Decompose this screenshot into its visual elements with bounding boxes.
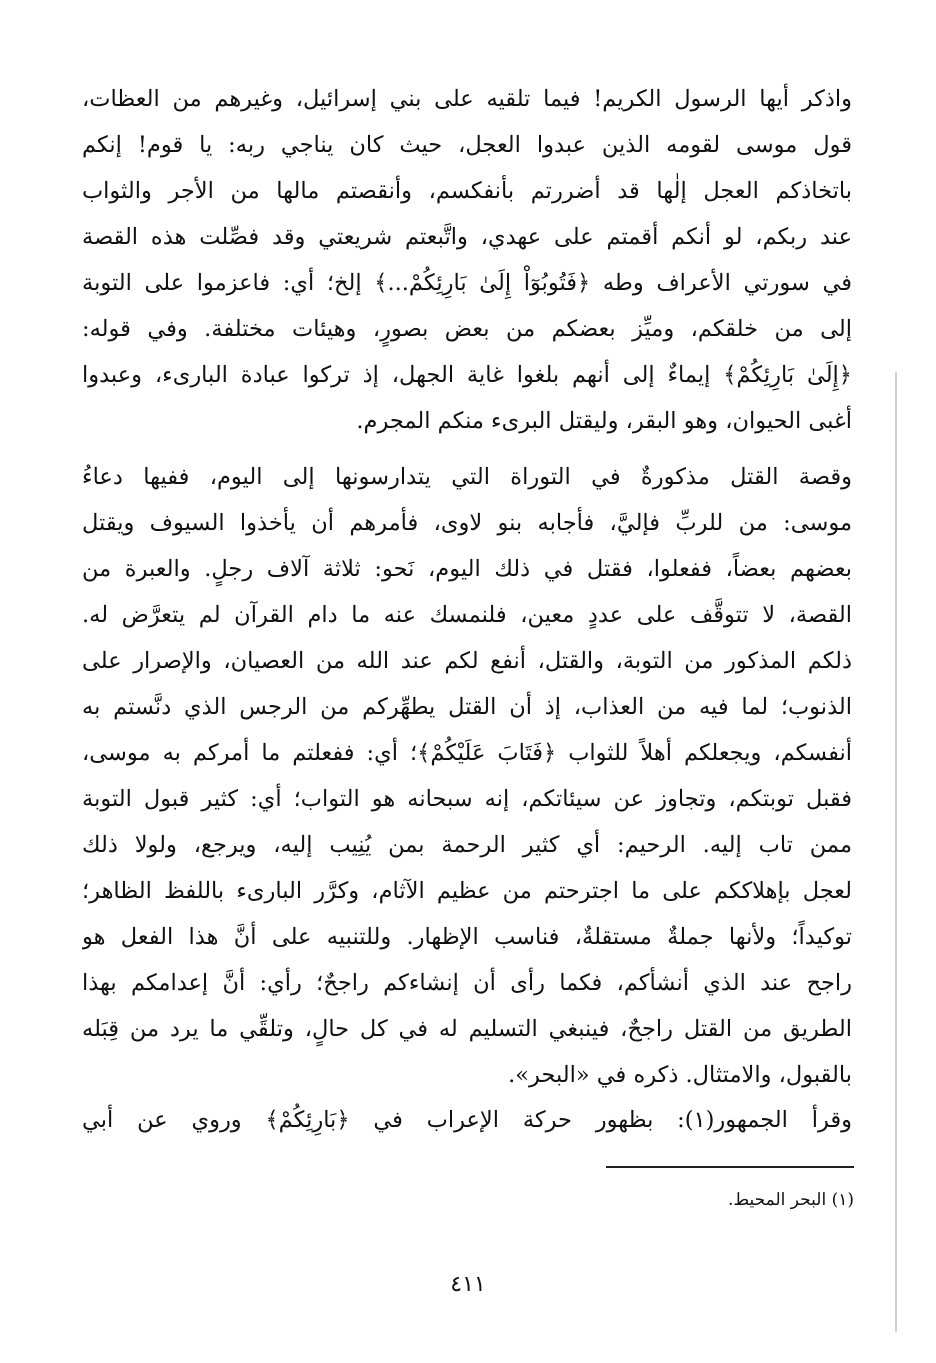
text-line: عند ربكم، لو أنكم أقمتم على عهدي، واتَّبعتم شريعتي وقد فصِّلت هذه القصة [82, 224, 852, 250]
text-line: إلى من خلقكم، وميِّز بعضكم من بعض بصورٍ، وهيئات مختلفة. وفي قوله: [82, 316, 852, 342]
text-line: ذلكم المذكور من التوبة، والقتل، أنفع لكم عند الله من العصيان، والإصرار على [82, 648, 852, 674]
text-line: توكيداً؛ ولأنها جملةٌ مستقلةٌ، فناسب الإظهار. وللتنبيه على أنَّ هذا الفعل هو [82, 924, 852, 950]
text-line: وقرأ الجمهور(١): بظهور حركة الإعراب في ﴿بَارِئِكُمْ﴾ وروي عن أبي [82, 1107, 852, 1133]
text-line: القصة، لا تتوقَّف على عددٍ معين، فلنمسك عنه ما دام القرآن لم يتعرَّض له. [82, 602, 852, 628]
text-line: راجح عند الذي أنشأكم، فكما رأى أن إنشاءكم راجحٌ؛ رأي: أنَّ إعدامكم بهذا [82, 970, 852, 996]
footnote: (١) البحر المحيط. [728, 1190, 854, 1210]
text-line: الذنوب؛ لما فيه من العذاب، إذ أن القتل يطهِّركم من الرجس الذي دنَّستم به [82, 694, 852, 720]
text-line: أغبى الحيوان، وهو البقر، وليقتل البرىء منكم المجرم. [356, 408, 852, 434]
text-line: في سورتي الأعراف وطه ﴿فَتُوبُوٓاْ إِلَىٰ بَارِئِكُمْ...﴾ إلخ؛ أي: فاعزموا على التوبة [82, 270, 852, 296]
text-line: واذكر أيها الرسول الكريم! فيما تلقيه على بني إسرائيل، وغيرهم من العظات، [82, 86, 852, 112]
page-number: ٤١١ [450, 1272, 486, 1297]
text-line: وقصة القتل مذكورةٌ في التوراة التي يتدارسونها إلى اليوم، ففيها دعاءُ [82, 464, 852, 490]
text-line: موسى: من للربِّ فإليَّ، فأجابه بنو لاوى، فأمرهم أن يأخذوا السيوف ويقتل [82, 510, 852, 536]
text-line: فقبل توبتكم، وتجاوز عن سيئاتكم، إنه سبحانه هو التواب؛ أي: كثير قبول التوبة [82, 786, 852, 812]
text-line: بالقبول، والامتثال. ذكره في «البحر». [508, 1062, 852, 1088]
paragraph-3 [82, 1097, 852, 1143]
paragraph-2 [82, 454, 852, 1098]
text-line: لعجل بإهلاككم على ما اجترحتم من عظيم الآثام، وكرَّر البارىء باللفظ الظاهر؛ [82, 878, 852, 904]
text-line: قول موسى لقومه الذين عبدوا العجل، حيث كان يناجي ربه: يا قوم! إنكم [82, 132, 852, 158]
paragraph-1 [82, 76, 852, 444]
text-line: ﴿إِلَىٰ بَارِئِكُمْ﴾ إيماءٌ إلى أنهم بلغوا غاية الجهل، إذ تركوا عبادة البارىء، وعبدوا [82, 362, 852, 388]
text-line: أنفسكم، ويجعلكم أهلاً للثواب ﴿فَتَابَ عَلَيْكُمْ﴾؛ أي: ففعلتم ما أمركم به موسى، [82, 740, 852, 766]
footnote-separator [606, 1166, 854, 1168]
text-line: ممن تاب إليه. الرحيم: أي كثير الرحمة بمن يُنِيب إليه، ويرجع، ولولا ذلك [82, 832, 852, 858]
text-line: بعضهم بعضاً، ففعلوا، فقتل في ذلك اليوم، نَحو: ثلاثة آلاف رجلٍ. والعبرة من [82, 556, 852, 582]
text-line: باتخاذكم العجل إلٰها قد أضررتم بأنفكسم، وأنقصتم مالها من الأجر والثواب [82, 178, 852, 204]
page-edge-shadow [895, 372, 897, 1332]
text-line: الطريق من القتل راجحٌ، فينبغي التسليم له في كل حالٍ، وتلقِّي ما يرد من قِبَله [82, 1016, 852, 1042]
